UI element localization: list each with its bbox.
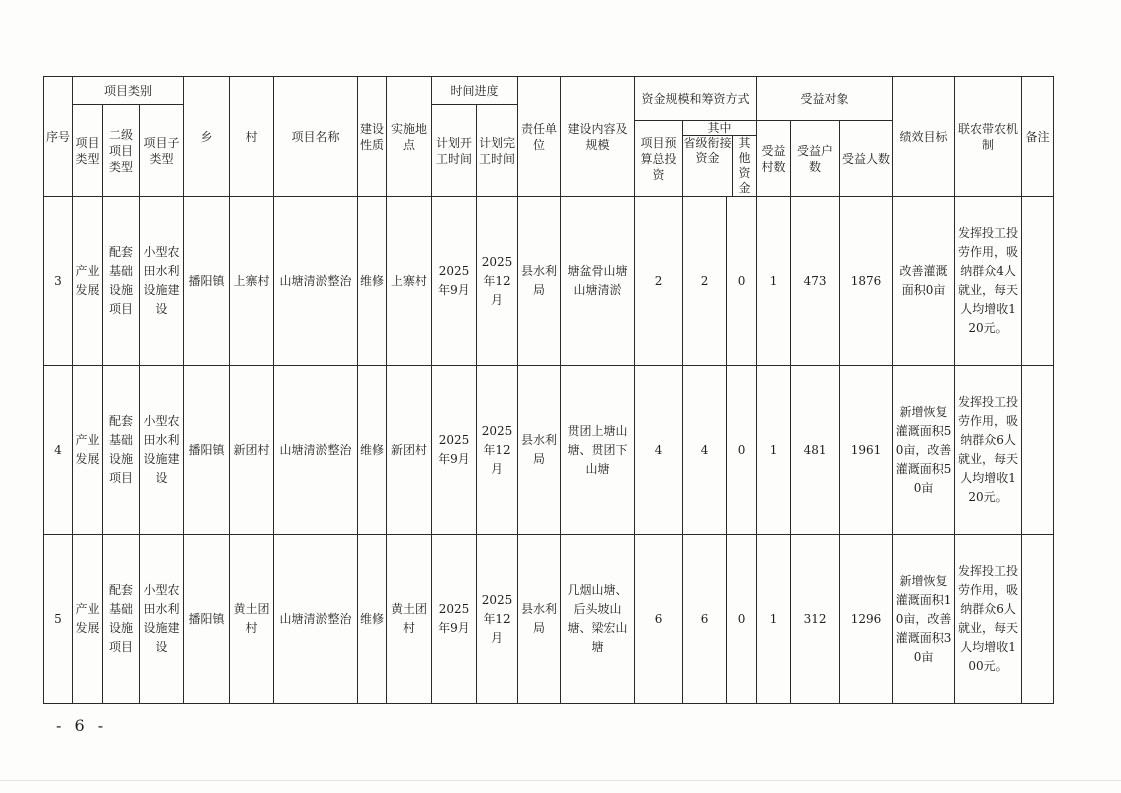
cell-ben-people: 1876 [840,197,893,366]
cell-township: 播阳镇 [184,366,230,535]
cell-mechanism: 发挥投工投劳作用，吸纳群众4人就业，每天人均增收120元。 [955,197,1022,366]
cell-village: 新团村 [230,366,274,535]
cell-nature: 维修 [358,197,387,366]
cell-remark [1022,197,1054,366]
cell-cat-type: 产业发展 [73,366,103,535]
cell-cat-level2: 配套基础设施项目 [103,197,140,366]
cell-target: 新增恢复灌溉面积50亩，改善灌溉面积50亩 [893,366,955,535]
cell-mechanism: 发挥投工投劳作用，吸纳群众6人就业，每天人均增收120元。 [955,366,1022,535]
col-ben-people: 受益人数 [840,121,893,197]
col-beneficiary: 受益对象 [757,77,893,121]
cell-ben-people: 1296 [840,535,893,704]
col-site: 实施地点 [387,77,432,197]
col-of-which-group [683,121,757,197]
col-ben-households: 受益户数 [791,121,840,197]
cell-cat-sub: 小型农田水利设施建设 [140,197,184,366]
cell-ben-villages: 1 [757,366,791,535]
cell-cat-sub: 小型农田水利设施建设 [140,535,184,704]
col-remark: 备注 [1022,77,1054,197]
cell-seq: 5 [44,535,73,704]
col-total: 项目预算总投资 [635,121,683,197]
col-unit: 责任单位 [518,77,561,197]
cell-seq: 3 [44,197,73,366]
cell-start: 2025年9月 [432,366,477,535]
cell-finish: 2025年12月 [477,535,518,704]
col-start: 计划开工时间 [432,105,477,197]
cell-site: 上寨村 [387,197,432,366]
cell-village: 上寨村 [230,197,274,366]
cell-cat-type: 产业发展 [73,197,103,366]
col-village: 村 [230,77,274,197]
cell-project-name: 山塘清淤整治 [274,535,358,704]
cell-village: 黄土团村 [230,535,274,704]
project-table [43,76,1054,704]
table-row [44,535,1054,704]
table-row [44,366,1054,535]
table-row [44,197,1054,366]
cell-unit: 县水利局 [518,197,561,366]
page-edge-divider [0,780,1121,781]
cell-target: 新增恢复灌溉面积10亩，改善灌溉面积30亩 [893,535,955,704]
cell-site: 黄土团村 [387,535,432,704]
cell-ben-households: 473 [791,197,840,366]
col-mechanism: 联农带农机制 [955,77,1022,197]
cell-remark [1022,366,1054,535]
cell-cat-level2: 配套基础设施项目 [103,535,140,704]
col-nature: 建设性质 [358,77,387,197]
cell-cat-level2: 配套基础设施项目 [103,366,140,535]
cell-start: 2025年9月 [432,535,477,704]
col-cat-type: 项目类型 [73,105,103,197]
page-number: - 6 - [56,716,108,735]
cell-mechanism: 发挥投工投劳作用，吸纳群众6人就业，每天人均增收100元。 [955,535,1022,704]
cell-remark [1022,535,1054,704]
cell-start: 2025年9月 [432,197,477,366]
cell-nature: 维修 [358,366,387,535]
cell-unit: 县水利局 [518,535,561,704]
cell-project-name: 山塘清淤整治 [274,197,358,366]
col-project-name: 项目名称 [274,77,358,197]
cell-unit: 县水利局 [518,366,561,535]
col-funds: 资金规模和筹资方式 [635,77,757,121]
cell-total: 6 [635,535,683,704]
col-of-which: 其中 [683,121,756,136]
cell-finish: 2025年12月 [477,197,518,366]
col-prov: 省级衔接资金 [683,136,733,196]
cell-prov: 4 [683,366,727,535]
col-cat-sub: 项目子类型 [140,105,184,197]
cell-target: 改善灌溉面积0亩 [893,197,955,366]
cell-seq: 4 [44,366,73,535]
col-cat-level2: 二级项目类型 [103,105,140,197]
cell-ben-households: 481 [791,366,840,535]
cell-other: 0 [727,197,757,366]
cell-cat-sub: 小型农田水利设施建设 [140,366,184,535]
cell-nature: 维修 [358,535,387,704]
cell-other: 0 [727,535,757,704]
cell-prov: 6 [683,535,727,704]
col-ben-villages: 受益村数 [757,121,791,197]
cell-total: 2 [635,197,683,366]
col-schedule: 时间进度 [432,77,518,105]
cell-finish: 2025年12月 [477,366,518,535]
col-seq: 序号 [44,77,73,197]
header-row-1 [44,77,1054,105]
cell-township: 播阳镇 [184,535,230,704]
cell-content: 塘盆骨山塘山塘清淤 [561,197,635,366]
cell-content: 贯团上塘山塘、贯团下山塘 [561,366,635,535]
cell-project-name: 山塘清淤整治 [274,366,358,535]
of-which-sub [683,136,756,196]
cell-other: 0 [727,366,757,535]
cell-content: 几烟山塘、后头坡山塘、梁宏山塘 [561,535,635,704]
cell-township: 播阳镇 [184,197,230,366]
cell-site: 新团村 [387,366,432,535]
col-category: 项目类别 [73,77,184,105]
col-finish: 计划完工时间 [477,105,518,197]
col-content: 建设内容及规模 [561,77,635,197]
cell-ben-villages: 1 [757,197,791,366]
cell-ben-people: 1961 [840,366,893,535]
cell-ben-villages: 1 [757,535,791,704]
cell-prov: 2 [683,197,727,366]
col-target: 绩效目标 [893,77,955,197]
cell-cat-type: 产业发展 [73,535,103,704]
col-other: 其他资金 [738,136,751,195]
cell-ben-households: 312 [791,535,840,704]
cell-total: 4 [635,366,683,535]
col-township: 乡 [184,77,230,197]
